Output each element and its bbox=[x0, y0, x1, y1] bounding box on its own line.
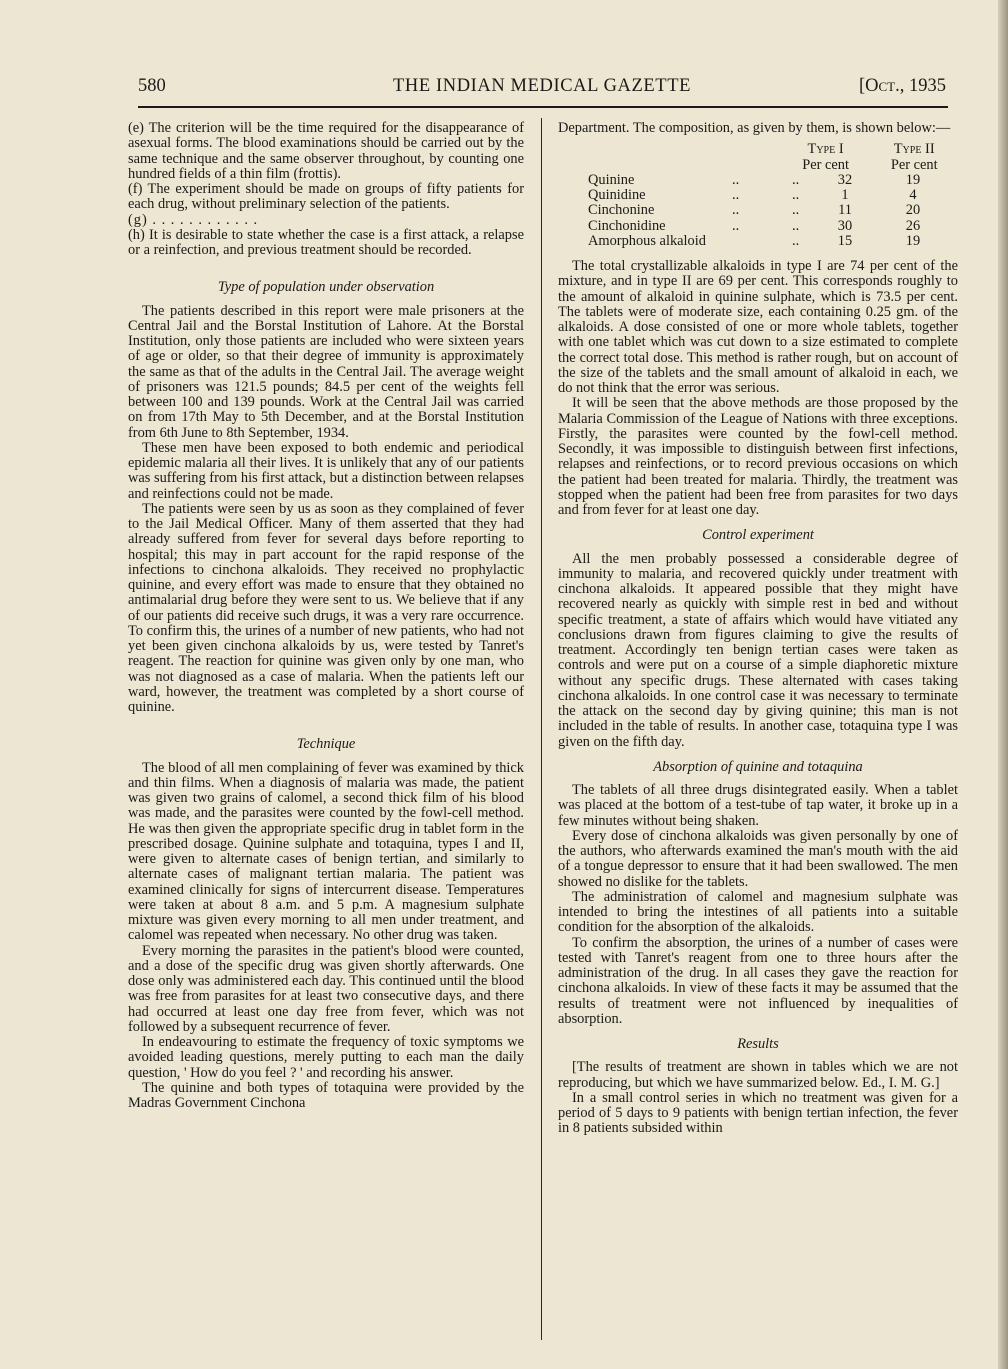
type1-value: 11 bbox=[838, 202, 852, 219]
table-row bbox=[588, 234, 958, 249]
paragraph: In endeavouring to estimate the frequency of toxic symptoms we avoided leading questions, merely putting to each man the daily question, ' How do you feel ? ' and recording his answer. bbox=[128, 1034, 524, 1081]
type2-value: 19 bbox=[905, 171, 921, 188]
criterion-f: (f) The experiment should be made on groups of fifty patients for each drug, without preliminary selection of the patients. bbox=[128, 181, 524, 213]
paragraph: The blood of all men complaining of fever was examined by thick and thin films. When a diagnosis of malaria was made, the patient was given two grains of calomel, a second thick film of his blood was made, and the parasites were counted by the fowl-cell method. He was then given the appropriate specific drug in tablet form in the prescribed dosage. Quinine sulphate and totaquina, types I and II, were given to alternate cases of benign tertian, and similarly to alternate cases of malignant tertian malaria. The patient was examined clinically for signs of intercurrent disease. Temperatures were taken at about 8 a.m. and 5 p.m. A magnesium sulphate mixture was given every morning to all men under treatment, and calomel was repeated when necessary. No other drug was taken. bbox=[128, 759, 524, 944]
type1-value: 30 bbox=[837, 217, 853, 234]
composition-table bbox=[588, 142, 958, 249]
alkaloid-name: Cinchonidine bbox=[588, 217, 666, 234]
type2-value: 26 bbox=[905, 217, 921, 234]
leader-dots: .. bbox=[792, 187, 800, 203]
heading-technique: Technique bbox=[296, 736, 356, 753]
editor-note: [The results of treatment are shown in tables which we are not reproducing, but which we have summarized below. Ed., I. M. G.] bbox=[558, 1059, 958, 1091]
paragraph: The administration of calomel and magnesium sulphate was intended to bring the intestines of all patients into a suitable condition for the absorption of the alkaloids. bbox=[558, 888, 958, 936]
column-header: Type I bbox=[807, 141, 844, 158]
right-column bbox=[558, 121, 958, 1137]
issue-date-bracket: [ bbox=[858, 76, 866, 96]
heading-control: Control experiment bbox=[702, 527, 814, 544]
paragraph: The patients were seen by us as soon as they complained of fever to the Jail Medical Officer. Many of them asserted that they had already suffered from fever for several days before reporting to hospital; this may in part account for the rapid response of the infections to cinchona alkaloids. They received no prophylactic quinine, and every effort was made to ensure that they obtained no antimalarial drug before they were sent to us. We believe that if any of our patients did receive such drugs, it was a very rare occurrence. To confirm this, the urines of a number of new patients, who had not yet been given cinchona alkaloids by us, were tested by Tanret's reagent. The reaction for quinine was given only by one man, who was not diagnosed as a case of malaria. When the patients left our ward, however, the treatment was completed by a short course of quinine. bbox=[128, 500, 524, 715]
journal-title: THE INDIAN MEDICAL GAZETTE bbox=[392, 76, 691, 96]
table-row bbox=[588, 188, 958, 203]
table-row bbox=[588, 219, 958, 234]
leader-dots: .. bbox=[792, 232, 800, 249]
leader-dots: .. bbox=[792, 171, 800, 188]
paragraph: All the men probably possessed a considerable degree of immunity to malaria, and recovered quickly under treatment with cinchona alkaloids. It appeared possible that they might have recovered nearly as quickly with simple rest in bed and without specific treatment, a state of affairs which would have vitiated any conclusions drawn from figures claiming to give the results of treatment. Accordingly ten benign tertian cases were taken as controls and were put on a course of a simple diaphoretic mixture without any specific drugs. These alternated with cases taking cinchona alkaloids. In one control case it was necessary to terminate the attack on the second day by giving quinine; this man is not included in the table of results. In another case, totaquina type I was given on the fifth day. bbox=[558, 550, 958, 750]
column-divider bbox=[541, 118, 542, 1340]
paragraph: In a small control series in which no treatment was given for a period of 5 days to 9 patients with benign tertian infection, the fever in 8 patients subsided within bbox=[558, 1089, 958, 1137]
table-row bbox=[588, 173, 958, 188]
column-subheader: Per cent bbox=[890, 156, 938, 173]
type2-value: 19 bbox=[905, 232, 921, 249]
paragraph: Every dose of cinchona alkaloids was given personally by one of the authors, who afterwards examined the man's mouth with the aid of a tongue depressor to ensure that it had been swallowed. The men showed no dislike for the tablets. bbox=[558, 827, 958, 890]
type1-value: 32 bbox=[837, 171, 853, 188]
leader-dots: .. bbox=[732, 202, 740, 219]
type2-value: 20 bbox=[905, 202, 921, 219]
heading-absorption: Absorption of quinine and totaquina bbox=[653, 758, 863, 775]
paragraph: The total crystallizable alkaloids in type I are 74 per cent of the mixture, and in type II are 69 per cent. This corresponds roughly to the amount of alkaloid in quinine sulphate, which is 73.5 per cent. The tablets were of moderate size, each containing 0.25 gm. of the alkaloids. A dose consisted of one or more whole tablets, together with one tablet which was cut down to a size estimated to complete the correct total dose. This method is rather rough, but on account of the size of the tablets and the small amount of alkaloid in each, we do not think that the error was serious. bbox=[558, 258, 958, 396]
page-number: 580 bbox=[138, 76, 166, 96]
leader-dots: .. bbox=[732, 171, 740, 188]
paragraph: Department. The composition, as given by them, is shown below:— bbox=[558, 120, 951, 136]
paragraph: The quinine and both types of totaquina were provided by the Madras Government Cinchona bbox=[128, 1079, 524, 1111]
alkaloid-name: Amorphous alkaloid bbox=[588, 232, 706, 249]
alkaloid-name: Quinidine bbox=[588, 187, 646, 203]
table-row bbox=[588, 203, 958, 218]
paragraph: The tablets of all three drugs disintegrated easily. When a tablet was placed at the bottom of a test-tube of tap water, it broke up in a few minutes without being shaken. bbox=[558, 782, 958, 829]
paragraph: It will be seen that the above methods are those proposed by the Malaria Commission of the League of Nations with three exceptions. Firstly, the parasites were counted by the fowl-cell method. Secondly, it was impossible to distinguish between first infections, relapses and reinfections, or to record previous occasions on which the patient had been treated for malaria. Thirdly, the treatment was stopped when the patient had been free from parasites for two days and from fever for at least one day. bbox=[558, 395, 958, 518]
alkaloid-name: Cinchonine bbox=[588, 202, 655, 219]
criterion-e: (e) The criterion will be the time required for the disappearance of asexual forms. The blood examinations should be carried out by the same technique and the same observer throughout, by counting one hundred fields of a thin film (frottis). bbox=[128, 120, 524, 182]
issue-date-year: , 1935 bbox=[899, 76, 946, 96]
paragraph: To confirm the absorption, the urines of a number of cases were tested with Tanret's reagent from one to three hours after the administration of the drug. In all cases they gave the reaction for cinchona alkaloids. In view of these facts it may be assumed that the results of treatment were not influenced by inequalities of absorption. bbox=[558, 934, 958, 1027]
criterion-g: (g) . . . . . . . . . . . . bbox=[128, 211, 259, 228]
column-header: Type II bbox=[893, 141, 935, 158]
leader-dots: .. bbox=[792, 217, 800, 234]
leader-dots: .. bbox=[792, 202, 800, 219]
type2-value: 4 bbox=[909, 187, 917, 203]
criterion-h: (h) It is desirable to state whether the case is a first attack, a relapse or a reinfection, and previous treatment should be recorded. bbox=[128, 226, 524, 258]
alkaloid-name: Quinine bbox=[588, 171, 635, 188]
leader-dots: .. bbox=[732, 217, 740, 234]
issue-date-month: Oct. bbox=[865, 76, 900, 96]
table-subheader bbox=[588, 158, 958, 173]
paragraph: Every morning the parasites in the patient's blood were counted, and a dose of the specific drug was given shortly afterwards. One dose only was administered each day. This continued until the blood was free from parasites for at least two consecutive days, and there had occurred at least one day free from fever, which was not followed by a subsequent recurrence of fever. bbox=[128, 942, 524, 1035]
leader-dots: .. bbox=[732, 187, 740, 203]
type1-value: 1 bbox=[841, 187, 849, 203]
page-edge bbox=[998, 0, 1008, 1369]
heading-population: Type of population under observation bbox=[217, 279, 435, 296]
running-header bbox=[138, 76, 946, 102]
header-rule bbox=[138, 106, 948, 108]
type1-value: 15 bbox=[837, 232, 853, 249]
issue-date bbox=[859, 76, 946, 97]
column-subheader: Per cent bbox=[802, 156, 849, 173]
left-column bbox=[128, 121, 524, 1111]
heading-results: Results bbox=[737, 1036, 779, 1052]
paragraph: These men have been exposed to both endemic and periodical epidemic malaria all their lives. It is unlikely that any of our patients was suffering from his first attack, but a distinction between relapses and reinfections could not be made. bbox=[128, 439, 524, 502]
paragraph: The patients described in this report were male prisoners at the Central Jail and the Borstal Institution of Lahore. At the Borstal Institution, only those patients are included who were sixteen years of age or older, so that their degree of immunity is approximately the same as that of the adults in the Central Jail. The average weight of prisoners was 121.5 pounds; 84.5 per cent of the weights fell between 100 and 139 pounds. Work at the Central Jail was carried on from 17th May to 5th December, and at the Borstal Institution from 6th June to 8th September, 1934. bbox=[128, 302, 524, 441]
table-header bbox=[588, 142, 958, 157]
